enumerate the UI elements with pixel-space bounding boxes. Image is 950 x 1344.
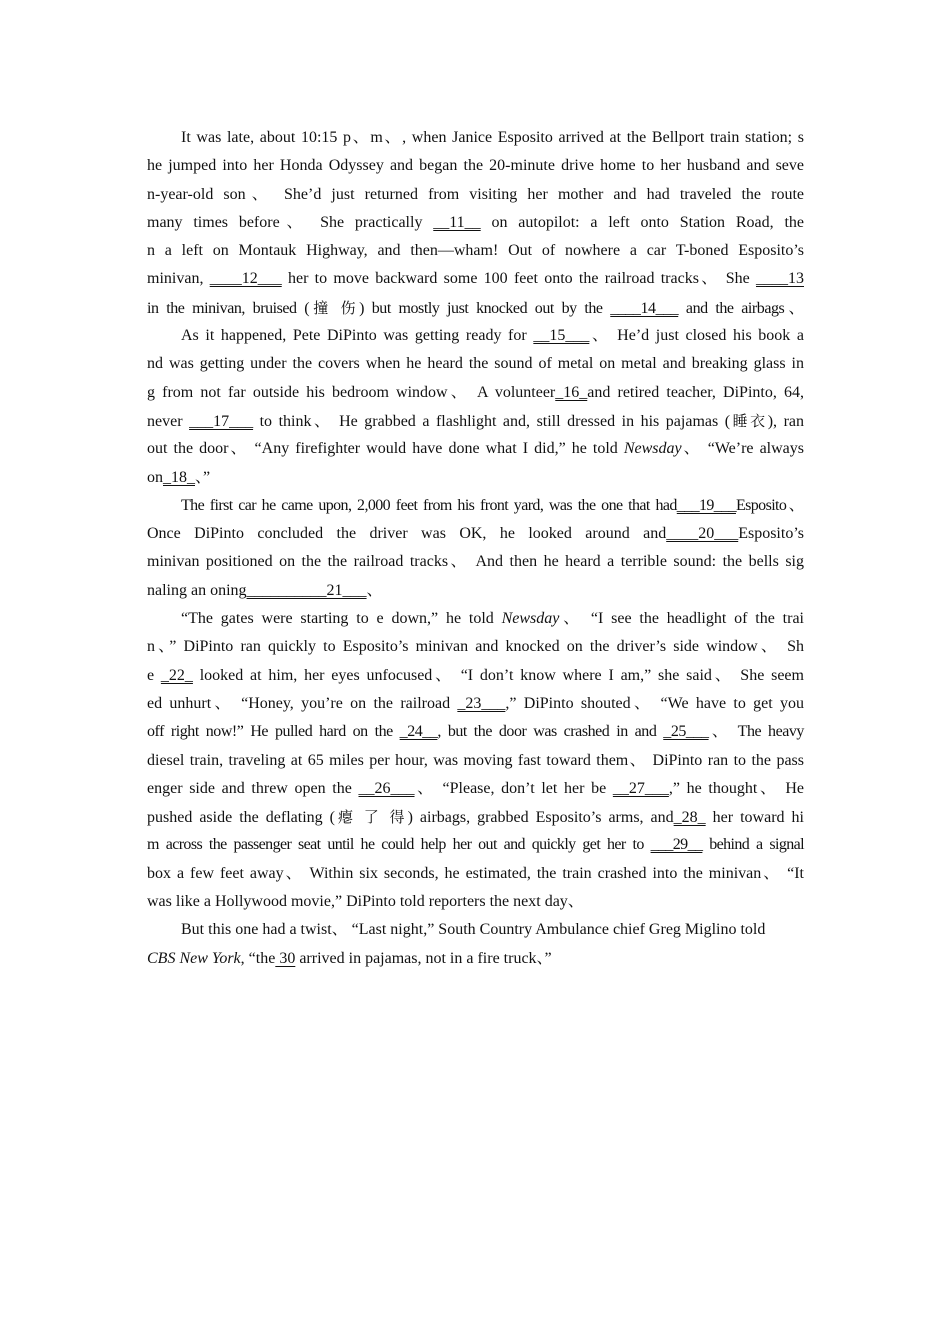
publication-name: Newsday — [623, 440, 682, 458]
blank-13[interactable]: ____13 — [756, 270, 804, 288]
blank-12[interactable]: ____12___ — [209, 270, 282, 288]
text-line — [147, 209, 804, 237]
text-segment: many times before、 She practically — [147, 213, 434, 231]
text-segment: ,” he thought、 He — [668, 779, 804, 797]
text-line — [147, 945, 804, 973]
text-segment: ) but mostly just knocked out by the — [359, 299, 611, 317]
text-line — [147, 662, 804, 690]
text-segment: arrived in pajamas, not in a fire truck、” — [295, 949, 552, 967]
text-segment: 、 The heavy — [708, 723, 804, 741]
publication-name: Newsday — [501, 610, 560, 628]
text-line — [147, 605, 804, 633]
text-segment: “The gates were starting to e down,” he told — [181, 610, 502, 628]
text-segment: enger side and threw open the — [147, 779, 359, 797]
text-line: minivan positioned on the the railroad tracks、 And then he heard a terrible sound: the bells sig — [147, 553, 804, 571]
text-segment: , “the — [240, 949, 276, 967]
text-segment: out the door、 “Any firefighter would have done what I did,” he told — [147, 440, 624, 458]
text-line — [147, 831, 804, 859]
text-line — [147, 322, 804, 350]
text-line — [147, 379, 804, 407]
paragraph-2 — [147, 322, 804, 492]
blank-27[interactable]: __27___ — [612, 779, 669, 797]
text-segment: on autopilot: a left onto Station Road, the — [480, 213, 804, 231]
text-segment: and the airbags、 — [678, 299, 804, 317]
blank-21[interactable]: __________21___ — [246, 581, 367, 599]
text-line — [147, 577, 804, 605]
text-line — [147, 520, 804, 548]
chinese-gloss: 撞 伤 — [309, 298, 360, 317]
text-line — [147, 718, 804, 746]
publication-name: CBS New York — [147, 949, 241, 967]
text-segment: The first car he came upon, 2,000 feet from his front yard, was the one that had — [181, 496, 677, 514]
text-segment: g from not far outside his bedroom window、 A volunteer — [147, 383, 556, 401]
blank-22[interactable]: _22_ — [160, 666, 193, 684]
text-segment: in the minivan, bruised ( — [147, 299, 310, 317]
blank-18[interactable]: _18_ — [163, 468, 195, 486]
blank-16[interactable]: _16_ — [555, 383, 588, 401]
text-segment: Once DiPinto concluded the driver was OK, he looked around and — [147, 525, 667, 543]
blank-26[interactable]: __26___ — [358, 779, 415, 797]
text-line: n a left on Montauk Highway, and then—wham! Out of nowhere a car T-boned Esposito’s — [147, 242, 804, 260]
text-line: But this one had a twist、 “Last night,” South Country Ambulance chief Greg Miglino told — [181, 921, 766, 939]
text-line: nd was getting under the covers when he heard the sound of metal on metal and breaking glass in — [147, 355, 804, 373]
text-line — [147, 435, 804, 463]
text-segment: 、” — [195, 468, 211, 486]
paragraph-3 — [147, 492, 804, 605]
text-line: n-year-old son、 She’d just returned from visiting her mother and had traveled the route — [147, 185, 804, 203]
blank-23[interactable]: _23___ — [457, 694, 506, 712]
text-line: n、” DiPinto ran quickly to Esposito’s minivan and knocked on the driver’s side window、 Sh — [147, 638, 805, 656]
text-segment: ed unhurt、 “Honey, you’re on the railroad — [147, 694, 458, 712]
text-segment: ,” DiPinto shouted、 “We have to get you — [505, 694, 804, 712]
blank-25[interactable]: _25___ — [663, 723, 709, 741]
text-segment: Esposito、 — [735, 496, 804, 514]
text-segment: ) airbags, grabbed Esposito’s arms, and — [407, 809, 674, 827]
text-line — [147, 775, 804, 803]
text-segment: never — [147, 412, 190, 430]
blank-15[interactable]: __15___ — [533, 327, 590, 345]
text-segment: As it happened, Pete DiPinto was getting ready for — [181, 327, 534, 345]
text-line: he jumped into her Honda Odyssey and began the 20-minute drive home to her husband and seve — [147, 157, 804, 175]
text-segment: minivan, — [147, 270, 210, 288]
text-segment: 、 “We’re always — [681, 440, 804, 458]
text-segment: naling an oning — [147, 581, 247, 599]
text-line: box a few feet away、 Within six seconds, he estimated, the train crashed into the minivan、 “It — [147, 864, 804, 882]
blank-24[interactable]: _24__ — [399, 723, 438, 741]
text-segment: to think、 He grabbed a flashlight and, still dressed in his pajamas ( — [253, 412, 731, 430]
text-line — [147, 407, 804, 435]
text-segment: m across the passenger seat until he could help her out and quickly get her to — [147, 836, 651, 854]
text-segment: and retired teacher, DiPinto, 64, — [587, 383, 804, 401]
blank-17[interactable]: ___17___ — [189, 412, 254, 430]
text-line: It was late, about 10:15 p、m、, when Janice Esposito arrived at the Bellport train station; s — [181, 129, 804, 146]
text-segment: behind a signal — [702, 836, 804, 854]
text-segment: ), ran — [767, 412, 804, 430]
paragraph-5 — [147, 916, 804, 973]
text-line: was like a Hollywood movie,” DiPinto told reporters the next day、 — [147, 893, 584, 911]
text-segment: her to move backward some 100 feet onto the railroad tracks、 She — [281, 270, 756, 288]
paragraph-1 — [147, 124, 804, 322]
text-line — [147, 294, 804, 322]
text-line — [147, 265, 804, 293]
text-segment: 、 “I see the headlight of the trai — [559, 610, 804, 628]
text-line — [147, 690, 804, 718]
text-segment: pushed aside the deflating ( — [147, 809, 335, 827]
blank-20[interactable]: ____20___ — [666, 525, 739, 543]
text-segment: 、 “Please, don’t let her be — [414, 779, 613, 797]
document-page — [147, 124, 804, 973]
blank-28[interactable]: _28_ — [673, 809, 706, 827]
blank-11[interactable]: __11__ — [433, 213, 481, 231]
chinese-gloss: 瘪 了 得 — [334, 808, 408, 827]
text-line — [147, 492, 804, 520]
text-segment: her toward hi — [705, 809, 804, 827]
text-segment: looked at him, her eyes unfocused、 “I don’t know where I am,” she said、 She seem — [192, 666, 804, 684]
text-segment: 、 — [366, 581, 383, 599]
blank-19[interactable]: ___19___ — [676, 496, 736, 514]
blank-29[interactable]: ___29__ — [650, 836, 703, 854]
blank-30[interactable]: 30 — [275, 949, 296, 967]
text-segment: e — [147, 666, 161, 684]
paragraph-4 — [147, 605, 804, 916]
text-line — [147, 464, 804, 492]
text-segment: off right now!” He pulled hard on the — [147, 723, 400, 741]
text-segment: 、 He’d just closed his book a — [589, 327, 804, 345]
text-line: diesel train, traveling at 65 miles per hour, was moving fast toward them、 DiPinto ran to the pass — [147, 751, 804, 769]
text-segment: Esposito’s — [738, 525, 804, 543]
chinese-gloss: 睡衣 — [730, 411, 768, 430]
text-segment: , but the door was crashed in and — [437, 723, 664, 741]
blank-14[interactable]: ____14___ — [610, 299, 679, 317]
text-line — [147, 803, 804, 831]
text-segment: on — [147, 468, 163, 486]
